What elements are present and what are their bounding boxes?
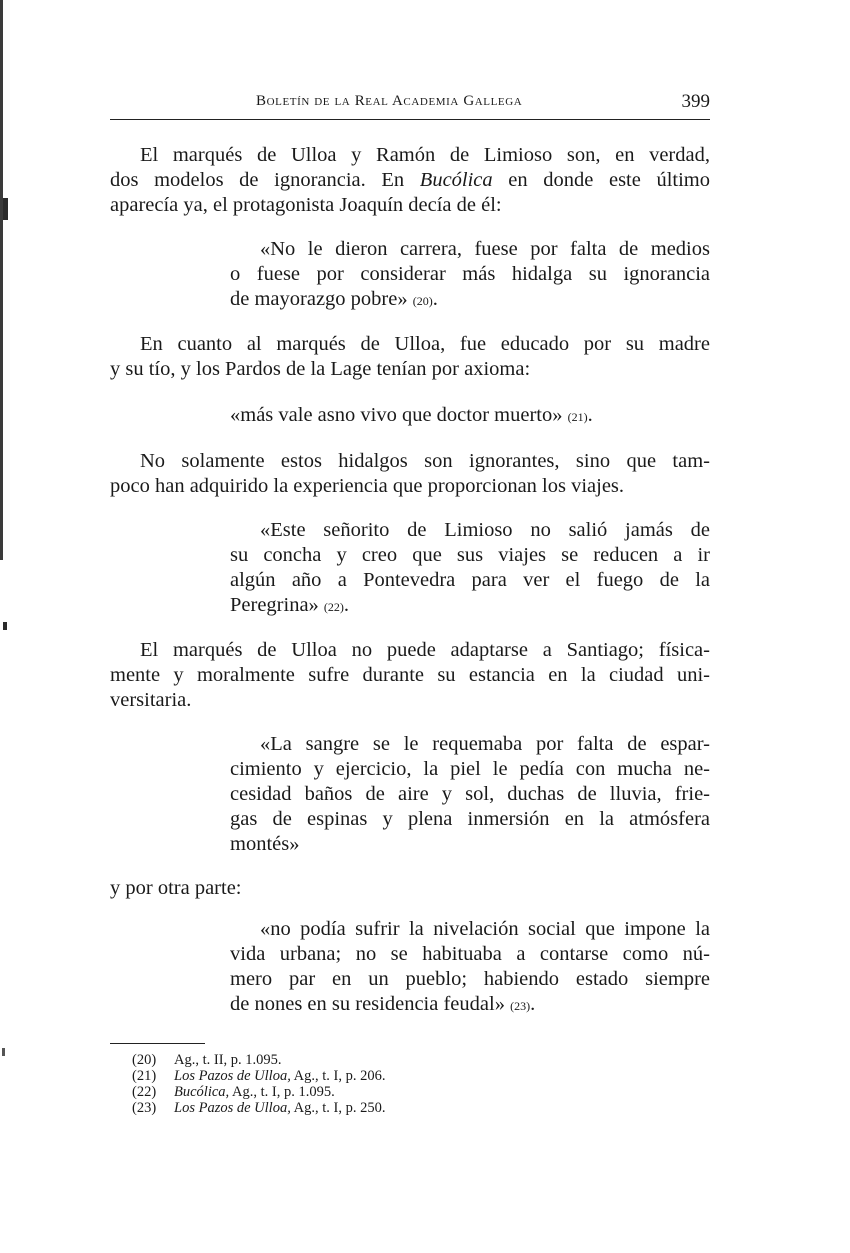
text-line: «no podía sufrir la nivelación social que impone la — [260, 918, 710, 940]
paragraph — [110, 449, 710, 499]
footnotes — [132, 1052, 532, 1116]
block-quote — [230, 732, 710, 857]
block-quote — [230, 237, 710, 314]
footnote-ref: (22) — [323, 600, 344, 614]
footnote: (23) Los Pazos de Ulloa, Ag., t. I, p. 250. — [132, 1100, 386, 1116]
text-line: cimiento y ejercicio, la piel le pedía con mucha ne- — [230, 758, 710, 780]
text-line: gas de espinas y plena inmersión en la atmósfera — [230, 808, 710, 830]
text-line: versitaria. — [110, 689, 192, 711]
scan-edge-mark — [2, 1048, 5, 1056]
text-line: El marqués de Ulloa no puede adaptarse a Santiago; física- — [140, 639, 710, 661]
text-line: El marqués de Ulloa y Ramón de Limioso son, en verdad, — [140, 144, 710, 166]
text-line: vida urbana; no se habituaba a contarse como nú- — [230, 943, 710, 965]
paragraph — [110, 876, 710, 901]
footnote-rule — [110, 1043, 205, 1044]
text-line: poco han adquirido la experiencia que proporcionan los viajes. — [110, 475, 625, 497]
running-title: Boletín de la Real Academia Gallega — [256, 93, 523, 109]
block-quote — [230, 403, 710, 430]
text-line: y su tío, y los Pardos de la Lage tenían por axioma: — [110, 358, 531, 380]
text-line: mero par en un pueblo; habiendo estado siempre — [230, 968, 710, 990]
text-line: de mayorazgo pobre» (20). — [230, 288, 438, 310]
footnote-ref: (20) — [412, 294, 433, 308]
text-line: Peregrina» (22). — [230, 594, 350, 616]
footnote-number: (20) — [132, 1052, 157, 1068]
text-line: No solamente estos hidalgos son ignorantes, sino que tam- — [140, 450, 710, 472]
paragraph — [110, 332, 710, 382]
footnote: (22) Bucólica, Ag., t. I, p. 1.095. — [132, 1084, 335, 1100]
footnote-ref: (23) — [510, 999, 531, 1013]
footnote-number: (21) — [132, 1068, 157, 1084]
text-line: «No le dieron carrera, fuese por falta de medios — [260, 238, 710, 260]
text-line: y por otra parte: — [110, 877, 242, 899]
footnote-number: (23) — [132, 1100, 157, 1116]
text-line: algún año a Pontevedra para ver el fuego de la — [230, 569, 710, 591]
footnote-ref: (21) — [567, 410, 588, 424]
text-line: «más vale asno vivo que doctor muerto» (21). — [230, 404, 593, 426]
text-line: mente y moralmente sufre durante su estancia en la ciudad uni- — [110, 664, 710, 686]
text-line: En cuanto al marqués de Ulloa, fue educado por su madre — [140, 333, 710, 355]
paragraph — [110, 638, 710, 713]
italic-title: Bucólica — [419, 169, 493, 191]
text-line: cesidad baños de aire y sol, duchas de lluvia, frie- — [230, 783, 710, 805]
scan-edge-mark — [3, 198, 8, 220]
header-rule — [110, 119, 710, 120]
text-line: dos modelos de ignorancia. En Bucólica en donde este último — [110, 169, 710, 191]
text-line: de nones en su residencia feudal» (23). — [230, 993, 536, 1015]
text-line: «Este señorito de Limioso no salió jamás de — [260, 519, 710, 541]
footnote: (21) Los Pazos de Ulloa, Ag., t. I, p. 206. — [132, 1068, 386, 1084]
paragraph — [110, 143, 710, 218]
page-header — [110, 93, 710, 117]
footnote-number: (22) — [132, 1084, 157, 1100]
text-line: o fuese por considerar más hidalga su ignorancia — [230, 263, 710, 285]
page-number: 399 — [681, 91, 710, 112]
block-quote — [230, 518, 710, 620]
text-line: montés» — [230, 833, 300, 855]
text-line: su concha y creo que sus viajes se reducen a ir — [230, 544, 710, 566]
block-quote — [230, 917, 710, 1019]
scan-edge-mark — [3, 622, 7, 630]
text-line: «La sangre se le requemaba por falta de espar- — [260, 733, 710, 755]
footnote: (20) Ag., t. II, p. 1.095. — [132, 1052, 282, 1068]
text-line: aparecía ya, el protagonista Joaquín decía de él: — [110, 194, 502, 216]
scan-edge-line — [0, 0, 3, 560]
